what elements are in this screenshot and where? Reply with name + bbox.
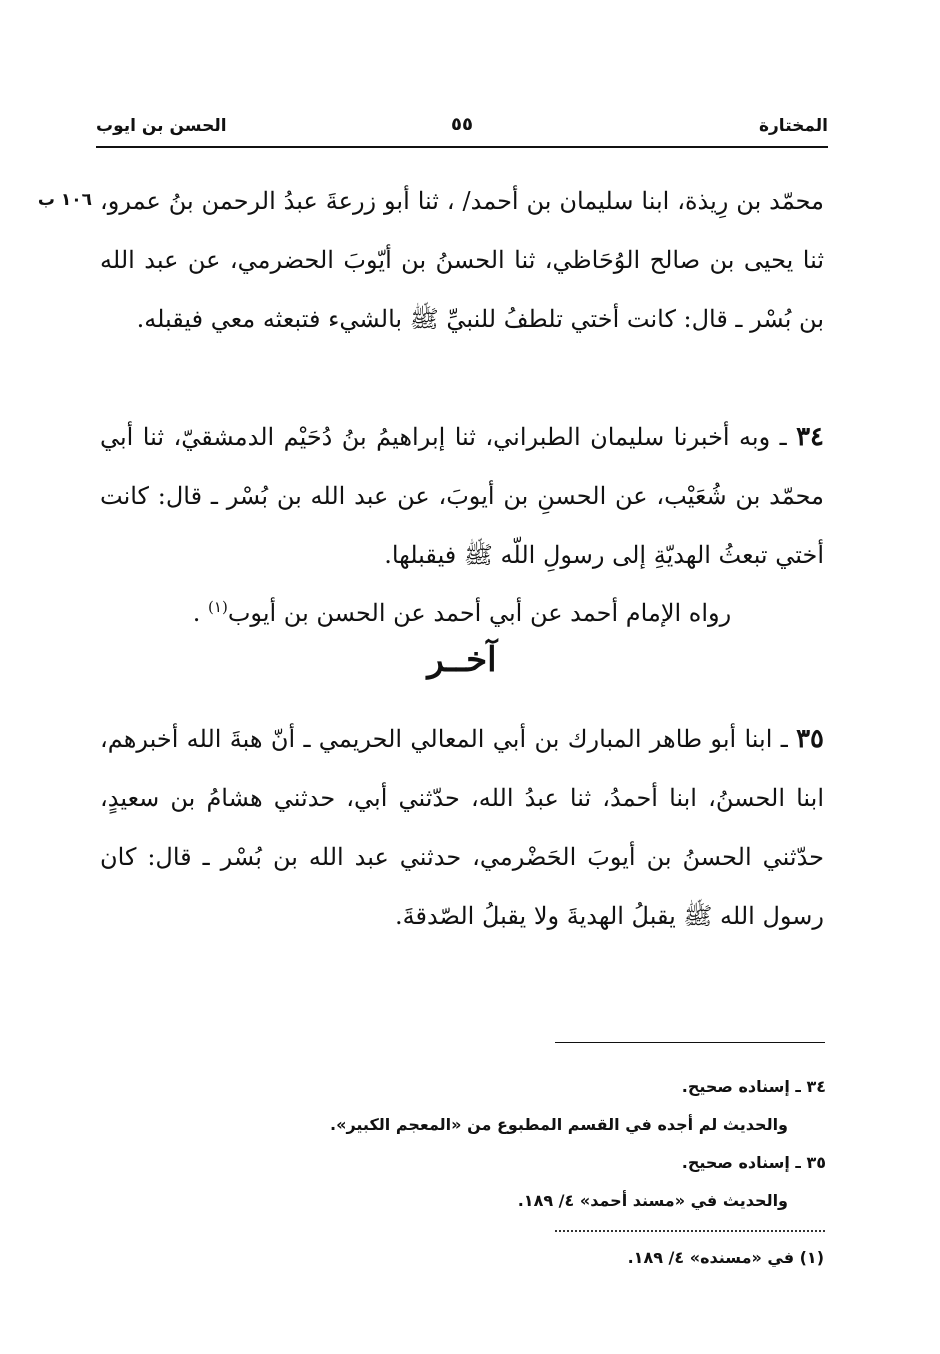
section-title: آخــر bbox=[427, 640, 497, 680]
narration-line bbox=[100, 578, 824, 643]
footnote: (١) في «مسنده» ٤/ ١٨٩. bbox=[627, 1248, 824, 1267]
footnote-divider bbox=[555, 1230, 825, 1232]
narration-end: . bbox=[192, 599, 201, 627]
hadith-number: ٣٥ bbox=[796, 724, 824, 754]
page-number: ٥٥ bbox=[451, 114, 473, 135]
footnote-marker: (١) bbox=[208, 598, 228, 616]
hadith-35 bbox=[100, 710, 824, 946]
note-35-body: والحديث في «مسند أحمد» ٤/ ١٨٩. bbox=[517, 1191, 788, 1210]
book-title: المختارة bbox=[758, 116, 828, 136]
editor-notes bbox=[100, 1068, 826, 1220]
running-header bbox=[96, 112, 828, 142]
hadith-number: ٣٤ bbox=[796, 422, 824, 452]
chapter-title: الحسن بن ايوب bbox=[96, 116, 227, 136]
hadith-text: ـ وبه أخبرنا سليمان الطبراني، ثنا إبراهيمُ بنُ دُحَيْم الدمشقيّ، ثنا أبي محمّد بن شُعَيْب، عن الحسنِ بن أيوبَ، عن عبد الله بن بُسْر ـ قال: كانت أختي تبعثُ الهديّةِ إلى رسولِ اللّه ﷺ فيقبلها. bbox=[100, 423, 824, 569]
header-divider bbox=[96, 146, 828, 148]
paragraph-continuation: محمّد بن رِيذة، ابنا سليمان بن أحمد/ ، ثنا أبو زرعةَ عبدُ الرحمن بنُ عمرو، ثنا يحيى بن صالح الوُحَاظي، ثنا الحسنُ بن أيّوبَ الحضرمي، عن عبد الله بن بُسْر ـ قال: كانت أختي تلطفُ للنبيِّ ﷺ بالشيء فتبعثه معي فيقبله. bbox=[100, 187, 824, 333]
hadith-text: ـ ابنا أبو طاهر المبارك بن أبي المعالي الحريمي ـ أنّ هبةَ الله أخبرهم، ابنا الحسنُ، ابنا أحمدُ، ثنا عبدُ الله، حدّثني أبي، حدثني هشامُ بن سعيدٍ، حدّثني الحسنُ بن أيوبَ الحَضْرمي، حدثني عبد الله بن بُسْر ـ قال: كان رسول الله ﷺ يقبلُ الهديةَ ولا يقبلُ الصّدقةَ. bbox=[100, 725, 824, 930]
narration-text: رواه الإمام أحمد عن أبي أحمد عن الحسن بن أيوب bbox=[227, 599, 732, 627]
note-35-head: ٣٥ ـ إسناده صحيح. bbox=[681, 1153, 826, 1172]
hadith-34 bbox=[100, 408, 824, 585]
note-34-head: ٣٤ ـ إسناده صحيح. bbox=[681, 1077, 826, 1096]
manuscript-folio-note: ١٠٦ ب bbox=[37, 190, 92, 210]
note-34-body: والحديث لم أجده في القسم المطبوع من «المعجم الكبير». bbox=[330, 1115, 788, 1134]
notes-divider bbox=[555, 1042, 825, 1043]
